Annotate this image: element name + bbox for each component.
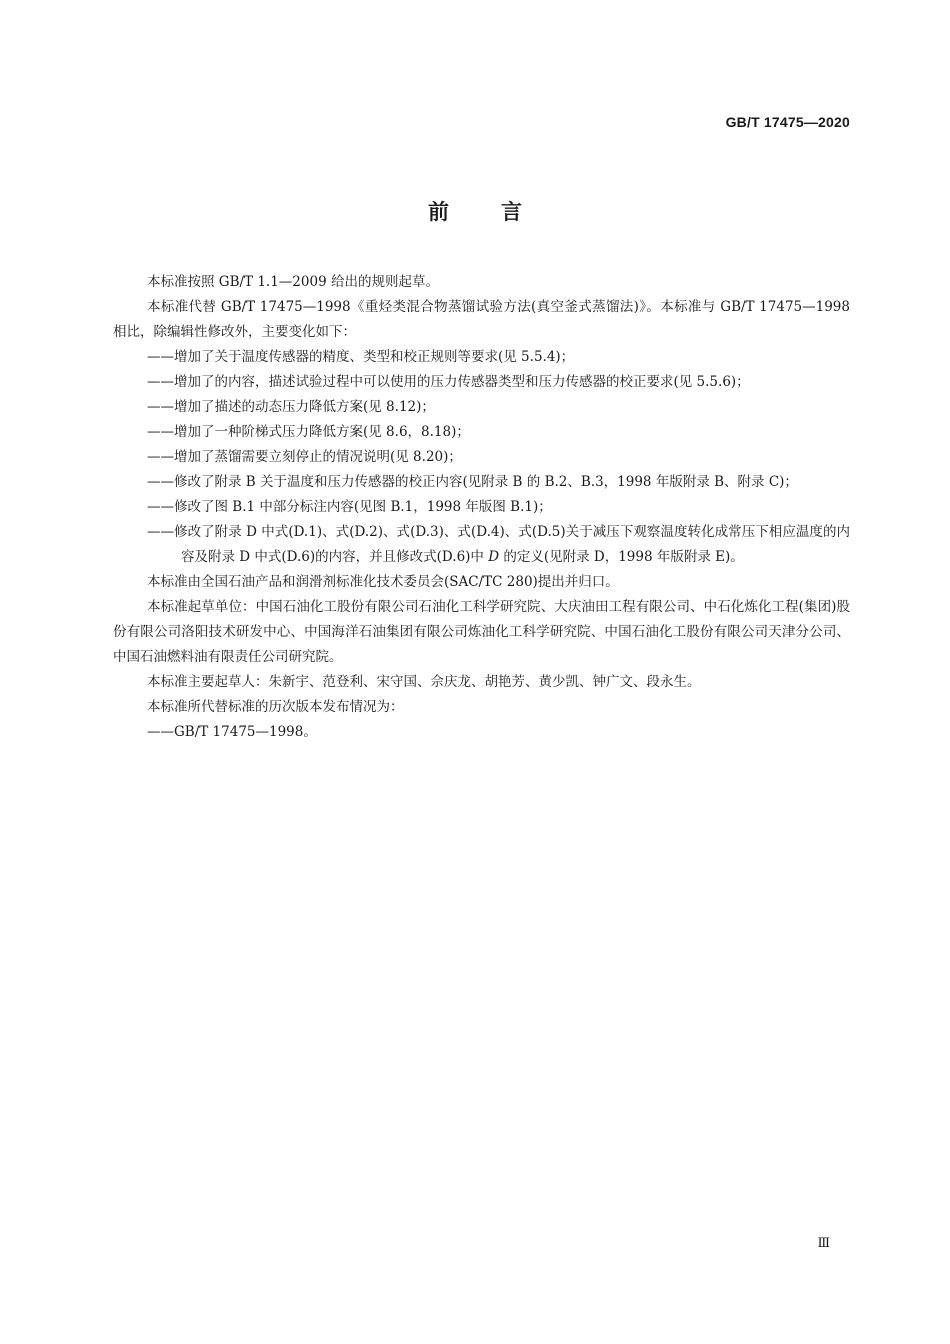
paragraph-drafting-rule: 本标准按照 GB/T 1.1—2009 给出的规则起草。 [147,274,439,290]
title-char-2: 言 [501,200,522,224]
list-item: ——增加了一种阶梯式压力降低方案(见 8.6，8.18)； [147,424,470,440]
list-item: ——增加了描述的动态压力降低方案(见 8.12)； [147,399,435,415]
list-item: ——增加了蒸馏需要立刻停止的情况说明(见 8.20)； [147,449,462,465]
variable-d: D [488,549,500,565]
list-item-text: 的定义(见附录 D，1998 年版附录 E)。 [499,549,744,565]
paragraph-history: 本标准所代替标准的历次版本发布情况为： [147,699,404,715]
title-char-1: 前 [428,200,449,224]
paragraph-drafters: 本标准主要起草人：朱新宇、范登利、宋守国、佘庆龙、胡艳芳、黄少凯、钟广文、段永生。 [147,674,701,690]
foreword-body [113,270,850,745]
list-item: ——增加了的内容，描述试验过程中可以使用的压力传感器类型和压力传感器的校正要求(见 5.5.6)； [147,374,750,390]
paragraph-proposer: 本标准由全国石油产品和润滑剂标准化技术委员会(SAC/TC 280)提出并归口。 [147,574,619,590]
list-item: ——修改了图 B.1 中部分标注内容(见图 B.1，1998 年版图 B.1)； [147,499,552,515]
list-item: ——增加了关于温度传感器的精度、类型和校正规则等要求(见 5.5.4)； [147,349,575,365]
page-title [0,196,950,226]
paragraph-replacement: 本标准代替 GB/T 17475—1998《重烃类混合物蒸馏试验方法(真空釜式蒸馏法)》。本标准与 GB/T 17475—1998 相比，除编辑性修改外，主要变化如下： [113,299,850,340]
standard-code: GB/T 17475—2020 [725,114,850,130]
list-item-formula-changes [113,520,850,570]
page-number: Ⅲ [817,1236,830,1251]
paragraph-history-item: ——GB/T 17475—1998。 [147,724,317,740]
paragraph-drafting-units: 本标准起草单位：中国石油化工股份有限公司石油化工科学研究院、大庆油田工程有限公司、中石化炼化工程(集团)股份有限公司洛阳技术研发中心、中国海洋石油集团有限公司炼油化工科学研究院、中国石油化工股份有限公司天津分公司、中国石油燃料油有限责任公司研究院。 [113,599,850,665]
list-item: ——修改了附录 B 关于温度和压力传感器的校正内容(见附录 B 的 B.2、B.3，1998 年版附录 B、附录 C)； [147,474,798,490]
list-item-text: ——修改了附录 D 中式(D.1)、式(D.2)、式(D.3)、式(D.4)、式(D.5)关于减压下观察温度转化成常压下相应温度的内容及附录 D 中式(D.6)的内容，并且修改式(D.6)中 [147,524,850,565]
